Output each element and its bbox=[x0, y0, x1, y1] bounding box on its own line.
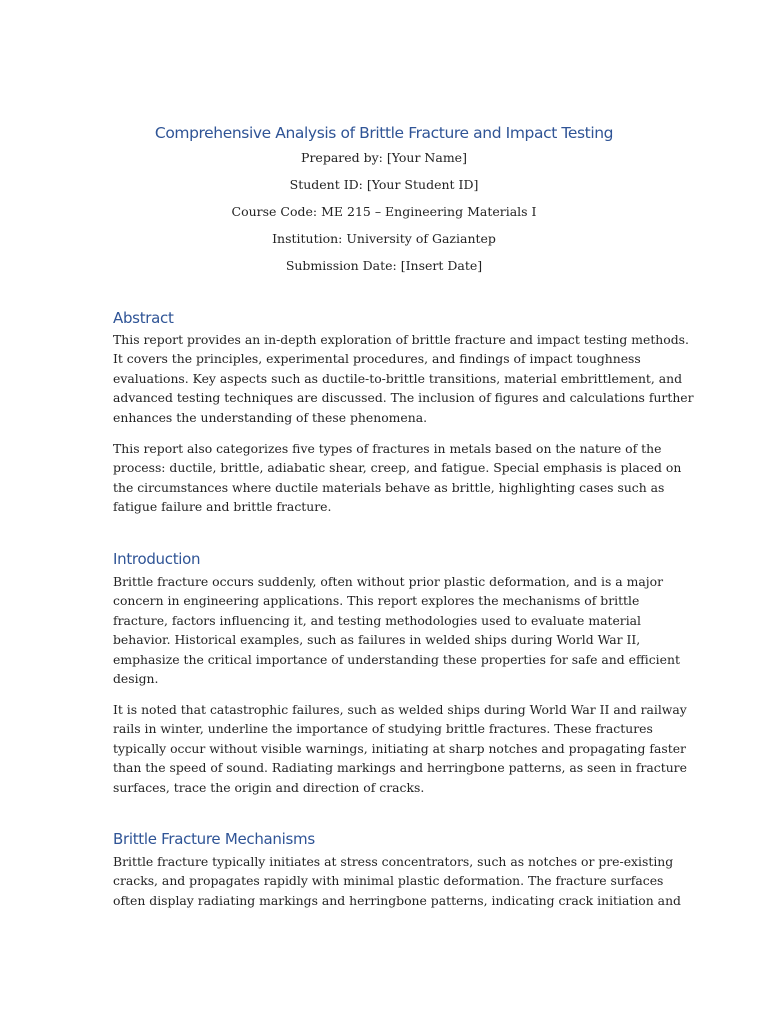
text-line: often display radiating markings and herringbone patterns, indicating crack initiation and bbox=[113, 892, 681, 908]
introduction-paragraph-2 bbox=[113, 700, 687, 797]
prepared-by: Prepared by: [Your Name] bbox=[301, 150, 467, 165]
mechanisms-paragraph-1 bbox=[113, 852, 681, 910]
text-line: This report also categorizes five types of fractures in metals based on the nature of the bbox=[113, 441, 662, 456]
student-id: Student ID: [Your Student ID] bbox=[289, 177, 479, 192]
abstract-paragraph-2 bbox=[113, 439, 682, 517]
text-line: design. bbox=[113, 671, 159, 687]
text-line: behavior. Historical examples, such as failures in welded ships during World War II, bbox=[113, 632, 641, 648]
introduction-paragraph-1 bbox=[113, 572, 680, 688]
text-line: advanced testing techniques are discussed. The inclusion of figures and calculations further bbox=[113, 390, 694, 406]
course-code: Course Code: ME 215 – Engineering Materials I bbox=[231, 204, 537, 219]
text-line: fracture, factors influencing it, and testing methodologies used to evaluate material bbox=[113, 612, 642, 628]
submission-date: Submission Date: [Insert Date] bbox=[285, 258, 483, 273]
introduction-heading: Introduction bbox=[113, 550, 201, 568]
institution: Institution: University of Gaziantep bbox=[272, 231, 496, 246]
text-line: fatigue failure and brittle fracture. bbox=[113, 499, 332, 515]
text-line: It covers the principles, experimental procedures, and findings of impact toughness bbox=[113, 351, 641, 367]
abstract-paragraph-1 bbox=[113, 330, 694, 427]
text-line: This report provides an in-depth exploration of brittle fracture and impact testing methods. bbox=[113, 332, 689, 347]
text-line: surfaces, trace the origin and direction of cracks. bbox=[113, 779, 425, 795]
text-line: than the speed of sound. Radiating markings and herringbone patterns, as seen in fracture bbox=[113, 760, 687, 776]
text-line: Brittle fracture occurs suddenly, often without prior plastic deformation, and is a major bbox=[113, 574, 663, 589]
text-line: emphasize the critical importance of understanding these properties for safe and efficient bbox=[113, 651, 680, 667]
text-line: typically occur without visible warnings, initiating at sharp notches and propagating faster bbox=[113, 740, 686, 756]
text-line: the circumstances where ductile materials behave as brittle, highlighting cases such as bbox=[113, 479, 665, 495]
text-line: It is noted that catastrophic failures, such as welded ships during World War II and railway bbox=[113, 702, 687, 717]
text-line: process: ductile, brittle, adiabatic shear, creep, and fatigue. Special emphasis is placed on bbox=[113, 460, 682, 476]
text-line: evaluations. Key aspects such as ductile-to-brittle transitions, material embrittlement, and bbox=[113, 370, 683, 386]
mechanisms-heading: Brittle Fracture Mechanisms bbox=[113, 830, 315, 848]
document-title: Comprehensive Analysis of Brittle Fracture and Impact Testing bbox=[154, 124, 614, 142]
text-line: concern in engineering applications. This report explores the mechanisms of brittle bbox=[113, 593, 640, 609]
abstract-heading: Abstract bbox=[113, 309, 174, 327]
text-line: cracks, and propagates rapidly with minimal plastic deformation. The fracture surfaces bbox=[113, 873, 664, 889]
text-line: rails in winter, underline the importance of studying brittle fractures. These fractures bbox=[113, 721, 653, 737]
text-line: Brittle fracture typically initiates at stress concentrators, such as notches or pre-existing bbox=[113, 854, 674, 869]
text-line: enhances the understanding of these phenomena. bbox=[113, 409, 428, 425]
